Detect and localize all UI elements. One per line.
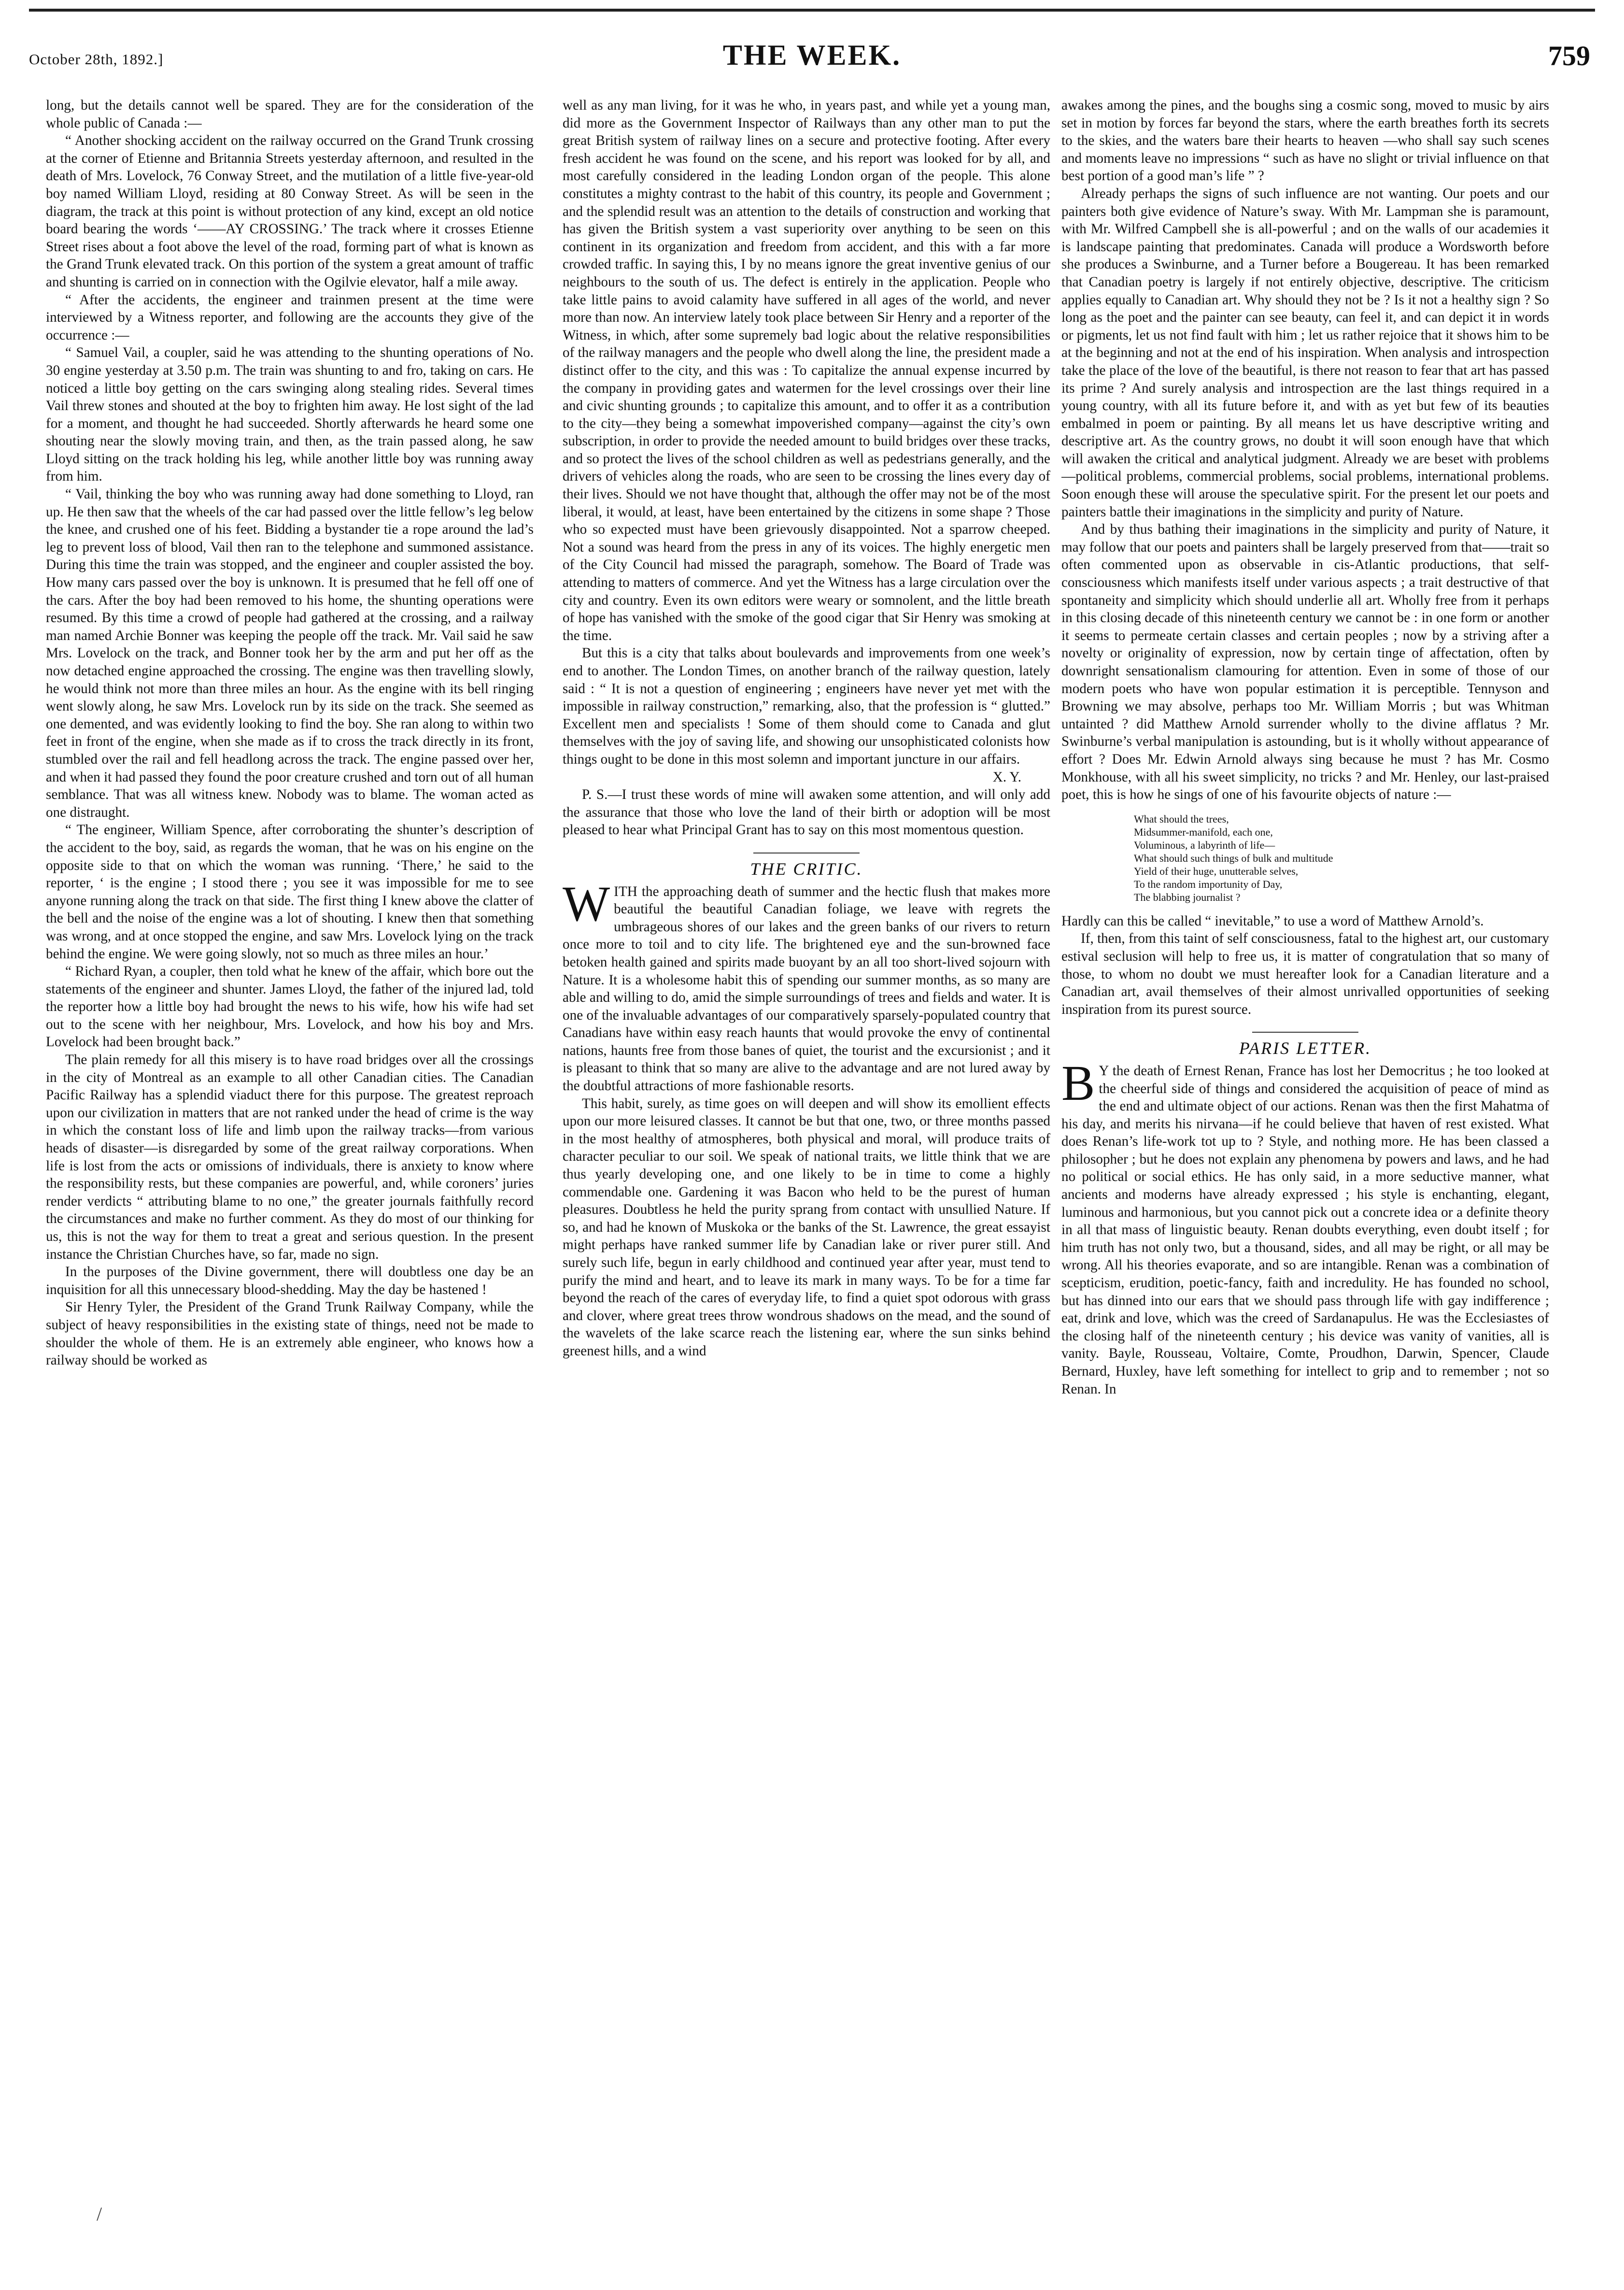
paragraph: In the purposes of the Divine government, there will doubtless one day be an inquisition for all this unnecessary blood-shedding. May the day be hastened ! [46, 1264, 534, 1297]
paragraph: If, then, from this taint of self consciousness, fatal to the highest art, our customary estival seclusion will help to free us, it is matter of congratulation that so many of those, to whom no doubt we must hereafter look for a Canadian literature and a Canadian art, avail themselves of their almost unrivalled opportunities of seeking inspiration from its purest source. [1061, 931, 1549, 1017]
drop-cap: B [1061, 1055, 1095, 1111]
poem-line: What should such things of bulk and multitude [1134, 852, 1333, 864]
paragraph: “ Vail, thinking the boy who was running away had done something to Lloyd, ran up. He then saw that the wheels of the car had passed over the little fellow’s leg below the knee, and crushed one of his feet. Bidding a bystander tie a rope around the lad’s leg to prevent loss of blood, Vail then ran to the telephone and summoned assistance. During this time the train was stopped, and the engineer and coupler assisted the boy. How many cars passed over the boy is unknown. It is presumed that he fell off one of the cars. After the boy had been removed to his home, the shunting operations were resumed. By this time a crowd of people had gathered at the crossing, and a railway man named Archie Bonner was keeping the people off the track. Mr. Vail said he saw Mrs. Lovelock on the track, and Bonner took her by the arm and put her off as the now detached engine approached the crossing. The engine was then travelling slowly, he would think not more than three miles an hour. As the engine with its bell ringing went slowly along, he saw Mrs. Lovelock run by its side on the track. She seemed as one demented, and was evidently looking to find the boy. She ran along to within two feet in front of the engine, when she made as if to cross the track directly in its front, stumbled over the rail and fell headlong across the track. The engine passed over her, and when it had passed they found the poor creature crushed and torn out of all human semblance. That was all witness knew. Nobody was to blame. The woman acted as one distraught. [46, 486, 534, 820]
paragraph: This habit, surely, as time goes on will deepen and will show its emollient effects upon our more leisured classes. It cannot be but that one, two, or three months passed in the most healthy of atmospheres, both physical and moral, will produce traits of character peculiar to our soil. We speak of national traits, we little think that we are thus yearly developing one, and one likely to be in time to come a highly commendable one. Gardening it was Bacon who held to be the purest of human pleasures. Doubtless he held the purity sprang from contact with unsullied Nature. If so, and had he known of Muskoka or the banks of the St. Lawrence, the great essayist might perhaps have ranked summer life by Canadian lake or river purer still. And surely such life, begun in early childhood and continued year after year, must tend to purify the mind and heart, and to leave its mark in many ways. To be for a time far beyond the reach of the cares of everyday life, to find a quiet spot odorous with grass and clover, where great trees throw wondrous shadows on the mead, and the sound of the wavelets of the lake scarce reach the listening ear, where the sun sinks behind greenest hills, and a wind [563, 1095, 1050, 1359]
paragraph: Hardly can this be called “ inevitable,” to use a word of Matthew Arnold’s. [1061, 913, 1484, 929]
paragraph: well as any man living, for it was he who, in years past, and while yet a young man, did more as the Government Inspector of Railways than any other man to put the great British system of railway lines on a secure and protective footing. After every fresh accident he was found on the scene, and his report was looked for by all, and most carefully considered in the leading London organ of the people. This alone constitutes a mighty contrast to the habit of this country, its people and Government ; and the splendid result was an attention to the details of construction and working that has given the British system a vast superiority over anything to be seen on this continent in its organization and freedom from accident, and this with a far more crowded traffic. In saying this, I by no means ignore the great inventive genius of our neighbours to the south of us. The defect is entirely in the application. People who take little pains to avoid calamity have suffered in all ages of the world, and never more than now. An interview lately took place between Sir Henry and a reporter of the Witness, in which, after some supremely bad logic about the relative responsibilities of the railway managers and the people who dwell along the line, the president made a distinct offer to the city, and this was : To capitalize the annual expense incurred by the company in providing gates and watermen for the level crossings over their line and civic shunting grounds ; to capitalize this amount, and to offer it as a contribution to the city—they being a somewhat impoverished company—against the city’s own subscription, in order to provide the needed amount to build bridges over these tracks, and so protect the lives of the school children as well as pedestrians generally, and the drivers of vehicles along the roads, who are seen to be crossing the lines every day of their lives. Should we not have thought that, although the offer may not be of the most liberal, it would, at least, have been entertained by the citizens in some shape ? Those who so expected must have been grievously disappointed. Not a sparrow cheeped. Not a sound was heard from the press in any of its voices. The highly energetic men of the City Council had missed the paragraph, somehow. The Board of Trade was attending to matters of commerce. And yet the Witness has a large circulation over the city and country. Even its own editors were weary or somnolent, and the little breath of hope has vanished with the smoke of the good cigar that Sir Henry was smoking at the time. [563, 98, 1050, 643]
section-divider [1252, 1032, 1358, 1033]
page-header [29, 24, 1595, 82]
issue-date: October 28th, 1892.] [29, 51, 164, 68]
poem-quote [1134, 812, 1549, 904]
paragraph: “ Samuel Vail, a coupler, said he was attending to the shunting operations of No. 30 engine yesterday at 3.50 p.m. The train was shunting to and fro, taking on cars. He noticed a little boy getting on the cars swinging along stealing rides. Several times Vail threw stones and shouted at the boy to frighten him away. He lost sight of the lad for a moment, and thought he had succeeded. Shortly afterwards he heard some one shouting near the slowly moving train, and then, as the train passed along, he saw Lloyd sitting on the track holding his leg, while another little boy was running away from him. [46, 345, 534, 484]
drop-cap: W [563, 876, 610, 932]
paragraph: But this is a city that talks about boulevards and improvements from one week’s end to another. The London Times, on another branch of the railway question, lately said : “ It is not a question of engineering ; engineers have never yet met with the impossible in railway construction,” remarking, also, that the profession is “ glutted.” Excellent men and specialists ! Some of them should come to Canada and glut themselves with the joy of saving life, and showing our unsophisticated colonists how things ought to be done in this most solemn and important juncture in our affairs. [563, 645, 1050, 767]
postscript: P. S.—I trust these words of mine will awaken some attention, and will only add the assurance that those who love the land of their birth or adoption will be most pleased to hear what Principal Grant has to say on this most momentous question. [563, 787, 1050, 838]
masthead-title: THE WEEK. [722, 39, 902, 71]
paragraph: And by thus bathing their imaginations in the simplicity and purity of Nature, it may follow that our poets and painters shall be largely preserved from that——trait so often commented upon as observable in cis-Atlantic productions, that self-consciousness which manifests itself under various aspects ; a trait destructive of that spontaneity and simplicity which should underlie all art. Wholly free from it perhaps in this closing decade of this nineteenth century we cannot be : in one form or another it seems to permeate certain classes and certain peoples ; now by a striving after a novelty or originality of expression, now by certain tinge of affectation, often by downright sensationalism clamouring for attention. Even in some of those of our modern poets who have won popular estimation it is perceptible. Tennyson and Browning we may absolve, perhaps too Mr. William Morris ; but was Whitman untainted ? did Matthew Arnold surrender wholly to the divine afflatus ? Mr. Swinburne’s verbal manipulation is astounding, but is it wholly without appearance of effort ? Does Mr. Edwin Arnold always sing because he must ? has Mr. Cosmo Monkhouse, with all his sweet simplicity, no tricks ? and Mr. Henley, our last-praised poet, this is how he sings of one of his favourite objects of nature :— [1061, 522, 1549, 803]
stray-mark: / [97, 2203, 102, 2225]
poem-line: Voluminous, a labyrinth of life— [1134, 839, 1275, 851]
paris-first-paragraph [1061, 1055, 1549, 1398]
top-rule [29, 9, 1595, 12]
section-title-critic: THE CRITIC. [750, 859, 863, 879]
paragraph: Already perhaps the signs of such influence are not wanting. Our poets and our painters both give evidence of Nature’s sway. With Mr. Lampman she is paramount, with Mr. Wilfred Campbell she is all-powerful ; and on the walls of our academies it is landscape painting that predominates. Canada will produce a Wordsworth before she produces a Swinburne, and a Turner before a Bougereau. It has been remarked that Canadian poetry is largely if not entirely objective, descriptive. The criticism applies equally to Canadian art. Why should they not be ? Is it not a healthy sign ? So long as the poet and the painter can see beauty, can feel it, and can depict it in words or pigments, let us not find fault with him ; let us rather rejoice that it shows him to be at the beginning and not at the end of his inspiration. When analysis and introspection take the place of the love of the beautiful, is there not reason to fear that art has passed its prime ? And surely analysis and introspection are the last things required in a young country, with all its future before it, and with as yet but few of its beauties embalmed in poem or painting. By all means let us have descriptive writing and descriptive art. As the country grows, no doubt it will soon enough have that which will awaken the critical and analytical judgment. Already we are beset with problems—political problems, commercial problems, social problems, international problems. Soon enough these will arouse the speculative spirit. For the present let our poets and painters battle their imaginations in the simplicity and purity of Nature. [1061, 185, 1549, 520]
poem-line: What should the trees, [1134, 812, 1229, 825]
paragraph: “ Richard Ryan, a coupler, then told what he knew of the affair, which bore out the statements of the engineer and shunter. James Lloyd, the father of the injured lad, told the reporter how a little boy had brought the news to his wife, how his wife had set out to the scene with her neighbour, Mrs. Lovelock, and how his boy and Mrs. Lovelock had been brought back.” [46, 964, 534, 1050]
paragraph: “ The engineer, William Spence, after corroborating the shunter’s description of the accident to the boy, said, as regards the woman, that he was on his engine on the opposite side to that on which the woman was running. ‘There,’ he said to the reporter, ‘ is the engine ; I stood there ; you see it was impossible for me to see anyone running along the track on that side. The first thing I knew above the clatter of the bell and the noise of the engine was a lot of shouting. I knew then that something was wrong, and at once stopped the engine, and saw Mrs. Lovelock lying on the track behind the engine. We were going slowly, not so much as three miles an hour.’ [46, 822, 534, 962]
paragraph: Sir Henry Tyler, the President of the Grand Trunk Railway Company, while the subject of heavy responsibilities in the existing state of things, need not be made to shoulder the whole of them. He is an extremely able engineer, who knows how a railway should be worked as [46, 1299, 534, 1368]
paragraph-text: Y the death of Ernest Renan, France has lost her Democritus ; he too looked at the cheerful side of things and considered the acquisition of peace of mind as the end and ultimate object of our actions. Renan was then the first Mahatma of his day, and merits his nirvana—if he could believe that haven of rest existed. What does Renan’s life-work tot up to ? Style, and nothing more. He has been classed a philosopher ; but he does not explain any phenomena by powers and laws, and he had no political or social ethics. He has only said, in a more seductive manner, what ancients and moderns have already expressed ; his style is enchanting, elegant, luminous and harmonious, but you cannot pick out a concrete idea or a definite theory in all that mass of linguistic beauty. Renan doubts everything, even doubt itself ; for him truth has not only two, but a thousand, sides, and all may be right, or all may be wrong. All his theories evaporate, and so are intangible. Renan was a combination of scepticism, erudition, poetic-fancy, faith and incredulity. He has founded no school, but has dinned into our ears that we should pass through life with gay indifference ; eat, drink and love, which was the creed of Sardanapulus. He was the Ecclesiastes of the closing half of the nineteenth century ; his device was vanity of vanities, all is vanity. Bayle, Rousseau, Voltaire, Comte, Proudhon, Darwin, Spencer, Claude Bernard, Huxley, have left something for intellect to grip and to remember ; not so Renan. In [1061, 1063, 1549, 1397]
page-number: 759 [1548, 40, 1590, 71]
column-1 [46, 97, 534, 2251]
poem-line: Yield of their huge, unutterable selves, [1134, 865, 1299, 877]
column-2 [563, 97, 1050, 2251]
paragraph: The plain remedy for all this misery is to have road bridges over all the crossings in the city of Montreal as an example to all other Canadian cities. The Canadian Pacific Railway has a splendid viaduct there for this purpose. The greatest reproach upon our civilization in matters that are not ranked under the head of crime is the way in which the constant loss of life and limb upon the railway tracks—from various heads of disaster—is disregarded by some of the great railway corporations. When life is lost from the acts or omissions of individuals, there is anxiety to know where the responsibility rests, but these companies are powerful, and, while coroners’ juries render verdicts “ attributing blame to no one,” the greater journals faithfully record the circumstances and make no further comment. As they do most of our thinking for us, this is not the way for them to treat a great and serious question. In the present instance the Christian Churches have, so far, made no sign. [46, 1052, 534, 1262]
poem-line: Midsummer-manifold, each one, [1134, 825, 1273, 838]
paragraph: long, but the details cannot well be spared. They are for the consideration of the whole public of Canada :— [46, 98, 534, 131]
critic-first-paragraph [563, 876, 1050, 1095]
poem-line: To the random importunity of Day, [1134, 878, 1283, 890]
paragraph: “ After the accidents, the engineer and trainmen present at the time were interviewed by a Witness reporter, and following are the accounts they give of the occurrence :— [46, 292, 534, 343]
section-title-paris-letter: PARIS LETTER. [1239, 1038, 1372, 1058]
column-3 [1061, 97, 1549, 2251]
paragraph: “ Another shocking accident on the railway occurred on the Grand Trunk crossing at the corner of Etienne and Britannia Streets yesterday afternoon, and resulted in the death of Mrs. Lovelock, 76 Conway Street, and the mutilation of a little five-year-old boy named William Lloyd, residing at 80 Conway Street. As will be seen in the diagram, the track at this point is without protection of any kind, except an old notice board bearing the words ‘——AY CROSSING.’ The track where it crosses Etienne Street rises about a foot above the level of the road, forming part of what is known as the Grand Trunk elevated track. On this portion of the system a great amount of traffic and shunting is carried on in connection with the Ogilvie elevator, half a mile away. [46, 133, 534, 290]
signature: X. Y. [992, 769, 1021, 785]
paragraph: awakes among the pines, and the boughs sing a cosmic song, moved to music by airs set in motion by forces far beyond the stars, where the earth breathes forth its secrets to the skies, and the waters bare their hearts to heaven —who shall say such scenes and moments leave no impressions “ such as have no slight or trivial influence on that best portion of a good man’s life ” ? [1061, 98, 1549, 184]
paragraph-text: ITH the approaching death of summer and the hectic flush that makes more beautiful the beautiful Canadian foliage, we leave with regrets the umbrageous shores of our lakes and the green banks of our rivers to return once more to toil and to city life. The brightened eye and the sun-browned face betoken health gained and spirits made buoyant by an all too short-lived sojourn with Nature. It is a wholesome habit this of spending our summer months, as so many are able and willing to do, amid the simple surroundings of trees and fields and water. It is one of the invaluable advantages of our comparatively sparsely-populated country that Canadians have within easy reach haunts that would provoke the envy of continental nations, haunts free from those banes of quiet, the tourist and the excursionist ; and it is pleasant to think that so many are alive to the advantage and are not lured away by the doubtful attractions of more fashionable resorts. [563, 883, 1050, 1094]
poem-line: The blabbing journalist ? [1134, 891, 1241, 903]
